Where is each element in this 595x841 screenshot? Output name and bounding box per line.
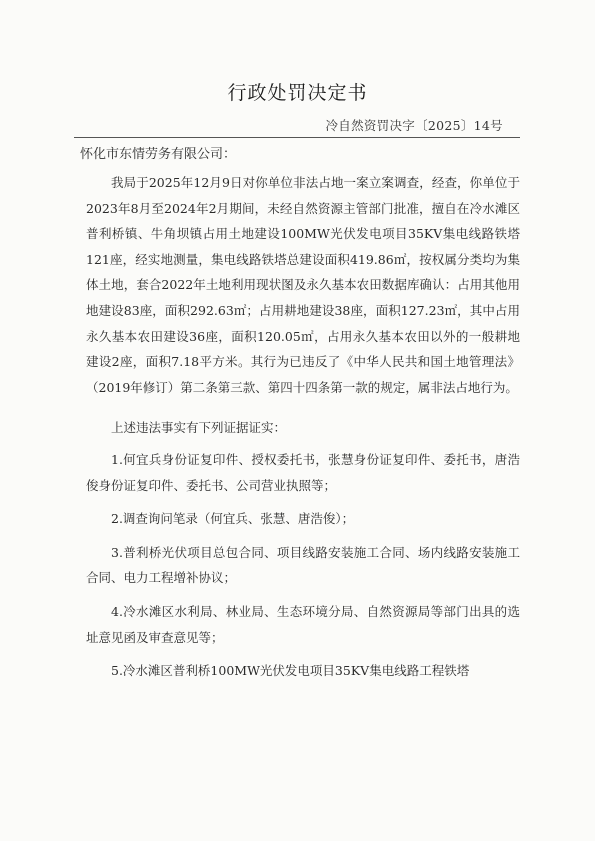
evidence-list <box>86 447 520 684</box>
evidence-heading: 上述违法事实有下列证据证实： <box>111 420 287 436</box>
evidence-item: 2.调查询问笔录（何宜兵、张慧、唐浩俊）； <box>111 511 355 527</box>
document-title: 行政处罚决定书 <box>227 82 368 104</box>
facts-paragraph: 我局于2025年12月9日对你单位非法占地一案立案调查，经查，你单位于2023年8月至2024年2月期间，未经自然资源主管部门批准，擅自在冷水滩区普利桥镇、牛角坝镇占用土地建设100MW光伏发电项目35KV集电线路铁塔121座，经实地测量，集电线路铁塔总建设面积419.86㎡，按权属分类均为集体土地，套合2022年土地利用现状图及永久基本农田数据库确认：占用其他用地建设83座，面积292.63㎡；占用耕地建设38座，面积127.23㎡，其中占用永久基本农田建设36座，面积120.05㎡，占用永久基本农田以外的一般耕地建设2座，面积7.18平方米。其行为已违反了《中华人民共和国土地管理法》（2019年修订）第二条第三款、第四十四条第一款的规定，属非法占地行为。 <box>86 175 520 395</box>
addressee: 怀化市东情劳务有限公司： <box>80 147 237 162</box>
document-number: 冷自然资罚决字〔2025〕14号 <box>325 118 503 133</box>
evidence-item: 4.冷水滩区水利局、林业局、生态环境分局、自然资源局等部门出具的选址意见函及审查意见等； <box>86 603 520 645</box>
header-divider <box>74 137 520 138</box>
document-body <box>86 170 520 692</box>
evidence-item: 5.冷水滩区普利桥100MW光伏发电项目35KV集电线路工程铁塔 <box>111 663 470 679</box>
evidence-item: 3.普利桥光伏项目总包合同、项目线路安装施工合同、场内线路安装施工合同、电力工程增补协议； <box>86 544 520 586</box>
evidence-item: 1.何宜兵身份证复印件、授权委托书，张慧身份证复印件、委托书，唐浩俊身份证复印件、委托书、公司营业执照等； <box>86 451 520 493</box>
